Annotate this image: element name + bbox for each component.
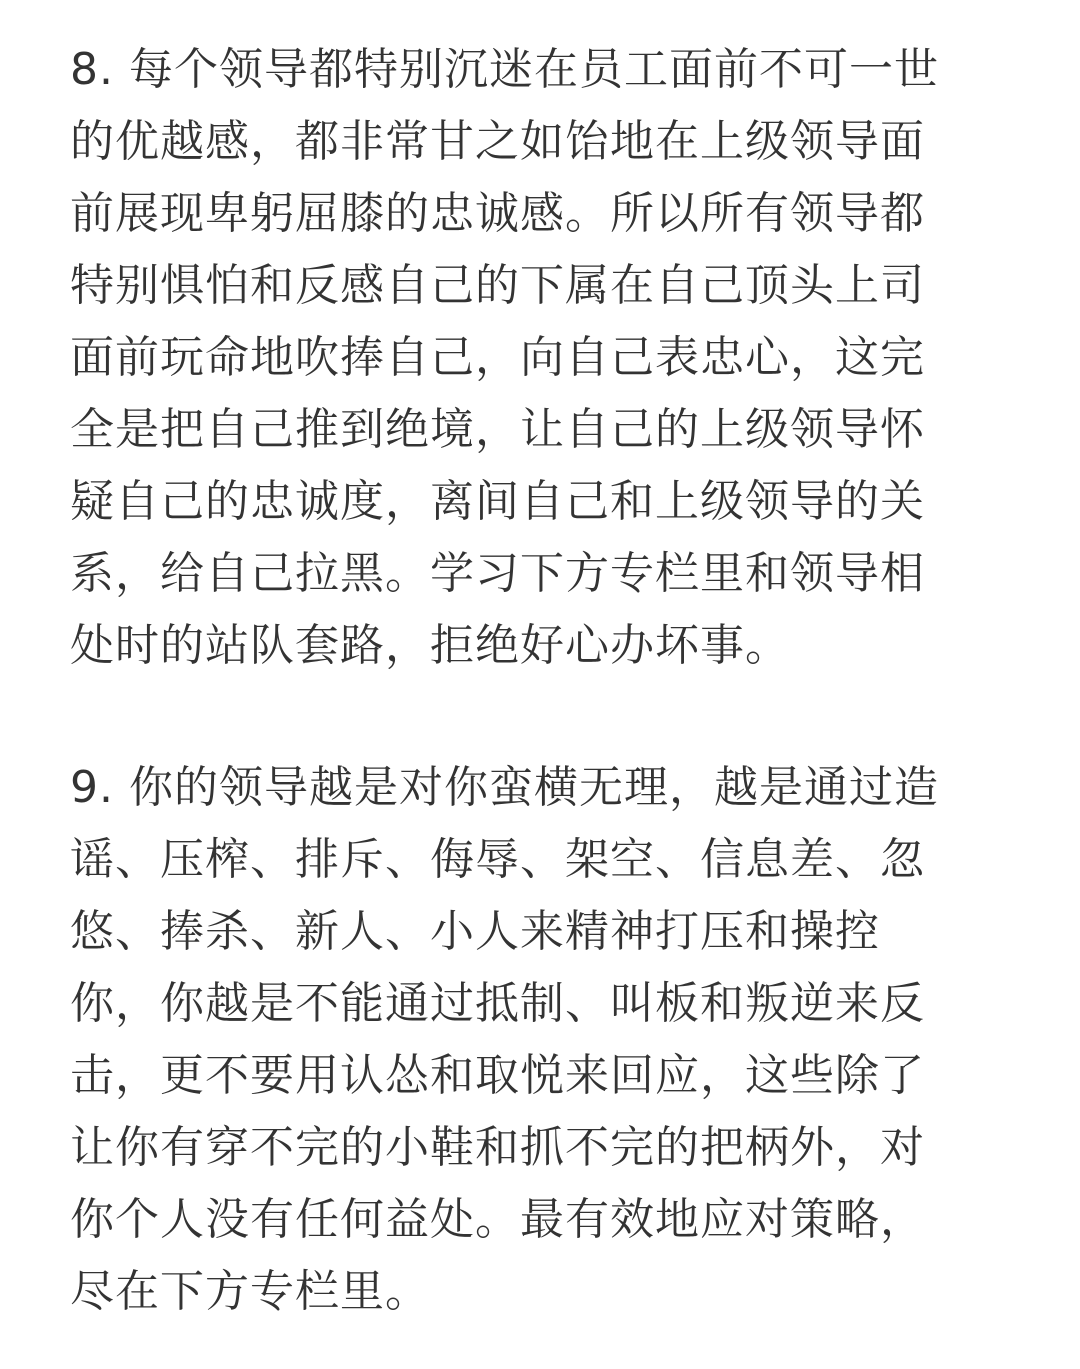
paragraph-9 [70, 752, 990, 1328]
text-line: 让你有穿不完的小鞋和抓不完的把柄外，对 [70, 1122, 925, 1173]
text-line: 特别惧怕和反感自己的下属在自己顶头上司 [70, 260, 925, 311]
text-line: 击，更不要用认怂和取悦来回应，这些除了 [70, 1050, 925, 1101]
text-line: 8. 每个领导都特别沉迷在员工面前不可一世 [70, 44, 939, 95]
text-line: 全是把自己推到绝境，让自己的上级领导怀 [70, 404, 925, 455]
text-line: 谣、压榨、排斥、侮辱、架空、信息差、忽 [70, 834, 925, 885]
text-line: 系，给自己拉黑。学习下方专栏里和领导相 [70, 548, 925, 599]
text-line: 你，你越是不能通过抵制、叫板和叛逆来反 [70, 978, 925, 1029]
text-line: 处时的站队套路，拒绝好心办坏事。 [70, 620, 790, 671]
text-line: 悠、捧杀、新人、小人来精神打压和操控 [70, 906, 880, 957]
text-line: 前展现卑躬屈膝的忠诚感。所以所有领导都 [70, 188, 925, 239]
text-line: 你个人没有任何益处。最有效地应对策略， [70, 1194, 925, 1245]
paragraph-8 [70, 34, 990, 682]
text-line: 的优越感，都非常甘之如饴地在上级领导面 [70, 116, 925, 167]
text-line: 面前玩命地吹捧自己，向自己表忠心，这完 [70, 332, 925, 383]
text-line: 尽在下方专栏里。 [70, 1266, 430, 1317]
text-line: 9. 你的领导越是对你蛮横无理，越是通过造 [70, 762, 939, 813]
text-line: 疑自己的忠诚度，离间自己和上级领导的关 [70, 476, 925, 527]
